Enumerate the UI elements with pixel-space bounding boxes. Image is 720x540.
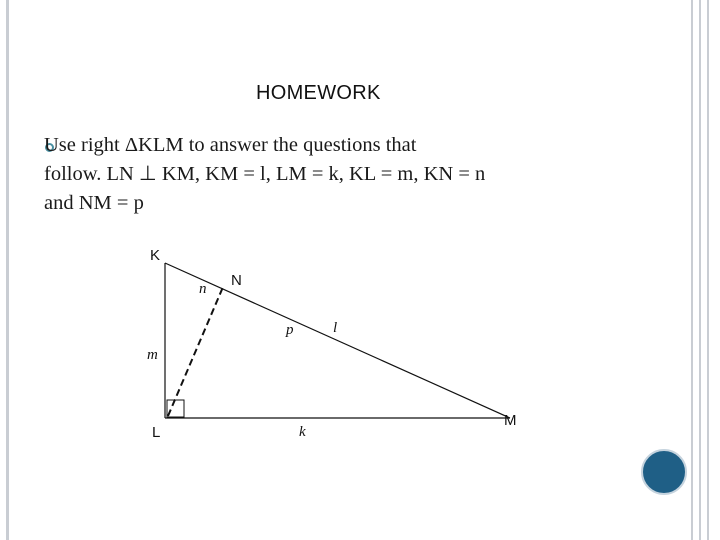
problem-line-1: Use right ΔKLM to answer the questions that bbox=[44, 134, 417, 156]
problem-line-2: follow. LN ⊥ KM, KM = l, LM = k, KL = m, KN = n bbox=[44, 163, 486, 185]
vertex-label-n: N bbox=[231, 272, 242, 289]
altitude-ln bbox=[168, 287, 223, 416]
segment-label-m: m bbox=[147, 347, 158, 363]
slide-title: HOMEWORK bbox=[256, 82, 381, 104]
vertex-label-m: M bbox=[504, 412, 517, 429]
side-km bbox=[165, 263, 510, 418]
vertex-label-k: K bbox=[150, 247, 161, 264]
problem-line-3: and NM = p bbox=[44, 192, 144, 214]
vertex-label-l: L bbox=[152, 424, 161, 441]
segment-label-p: p bbox=[286, 322, 294, 338]
segment-label-k: k bbox=[299, 424, 306, 440]
nav-circle-button[interactable] bbox=[641, 449, 687, 495]
segment-label-n: n bbox=[199, 281, 207, 297]
segment-label-l: l bbox=[333, 320, 338, 336]
